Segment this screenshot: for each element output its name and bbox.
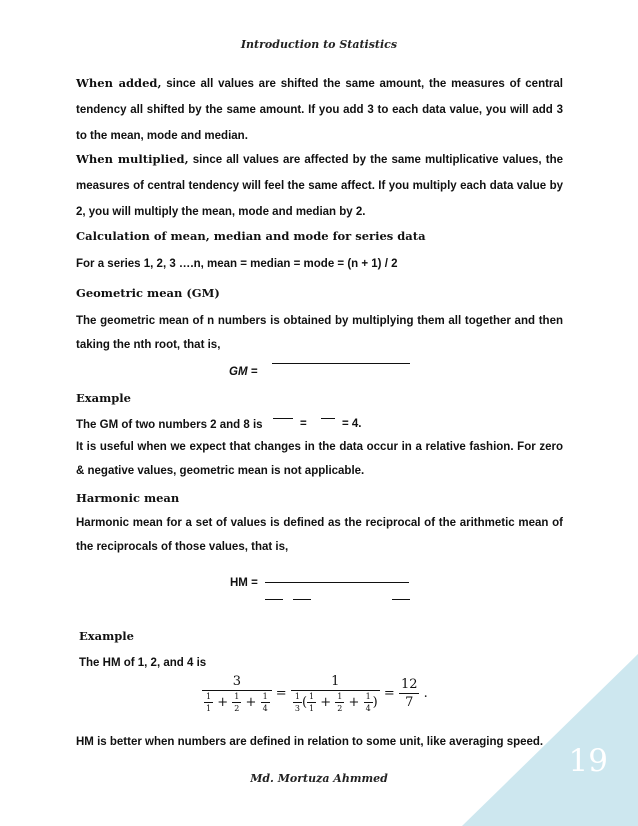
gm-example-text: The GM of two numbers 2 and 8 is — [76, 419, 263, 431]
hm-formula-label: HM = — [230, 577, 258, 589]
hm-equals-1: = — [275, 686, 287, 701]
running-footer-author: Md. Mortuza Ahmmed — [250, 772, 388, 785]
hm-result-fraction: $\frac{12}{7}$ — [400, 677, 418, 710]
when-multiplied-lead: When multiplied, — [76, 152, 189, 166]
when-multiplied-paragraph — [76, 146, 563, 225]
gm-example-heading: Example — [76, 391, 131, 405]
hm-example-text: The HM of 1, 2, and 4 is — [79, 657, 207, 669]
hm-heading: Harmonic mean — [76, 491, 180, 505]
hm-example-equation — [202, 674, 428, 713]
running-header: Introduction to Statistics — [240, 38, 398, 51]
hm-formula-denominator-bar-1 — [265, 599, 283, 600]
gm-example-radical-bar-1 — [273, 418, 293, 419]
hm-closing-text: HM is better when numbers are defined in relation to some unit, like averaging speed. — [76, 736, 544, 748]
hm-example-heading: Example — [79, 629, 134, 643]
series-text: For a series 1, 2, 3 ….n, mean = median = mode = (n + 1) / 2 — [76, 258, 398, 270]
gm-example-radical-bar-2 — [321, 418, 335, 419]
hm-formula-denominator-bar-3 — [392, 599, 410, 600]
gm-text: The geometric mean of n numbers is obtained by multiplying them all together and then taking the nth root, that is, — [76, 315, 563, 351]
hm-period: . — [423, 686, 428, 701]
hm-formula-denominator-bar-2 — [293, 599, 311, 600]
series-heading: Calculation of mean, median and mode for series data — [76, 229, 426, 243]
corner-triangle — [462, 654, 638, 826]
gm-heading: Geometric mean (GM) — [76, 286, 220, 300]
hm-fraction-2: 1 $\frac{1}{3}$ ( $\frac{1}{1}$ + $\frac{1}{2}$ + $\frac{1}{4}$ ) — [291, 674, 380, 713]
gm-example-equals: = — [300, 418, 307, 430]
when-added-lead: When added, — [76, 76, 162, 90]
when-added-text: since all values are shifted the same amount, the measures of central tendency all shifted by the same amount. If you add 3 to each data value, you will add 3 to the mean, mode and median. — [76, 78, 563, 142]
when-multiplied-text: since all values are affected by the same multiplicative values, the measures of central tendency will feel the same affect. If you multiply each data value by 2, you will multiply the mean, mode and median by 2. — [76, 154, 563, 218]
hm-equals-2: = — [383, 686, 395, 701]
gm-formula-label: GM = — [229, 366, 258, 378]
gm-formula-radical-bar — [272, 363, 410, 364]
gm-example-result: = 4. — [342, 418, 362, 430]
gm-applicability-text: It is useful when we expect that changes in the data occur in a relative fashion. For zero & negative values, geometric mean is not applicable. — [76, 441, 563, 477]
hm-formula-fraction-bar — [265, 582, 409, 583]
hm-text: Harmonic mean for a set of values is defined as the reciprocal of the arithmetic mean of the reciprocals of those values, that is, — [76, 517, 563, 553]
page-number: 19 — [568, 743, 608, 779]
when-added-paragraph — [76, 70, 563, 149]
hm-fraction-1: 3 $\frac{1}{1}$ + $\frac{1}{2}$ + $\frac{1}{4}$ — [202, 674, 272, 713]
